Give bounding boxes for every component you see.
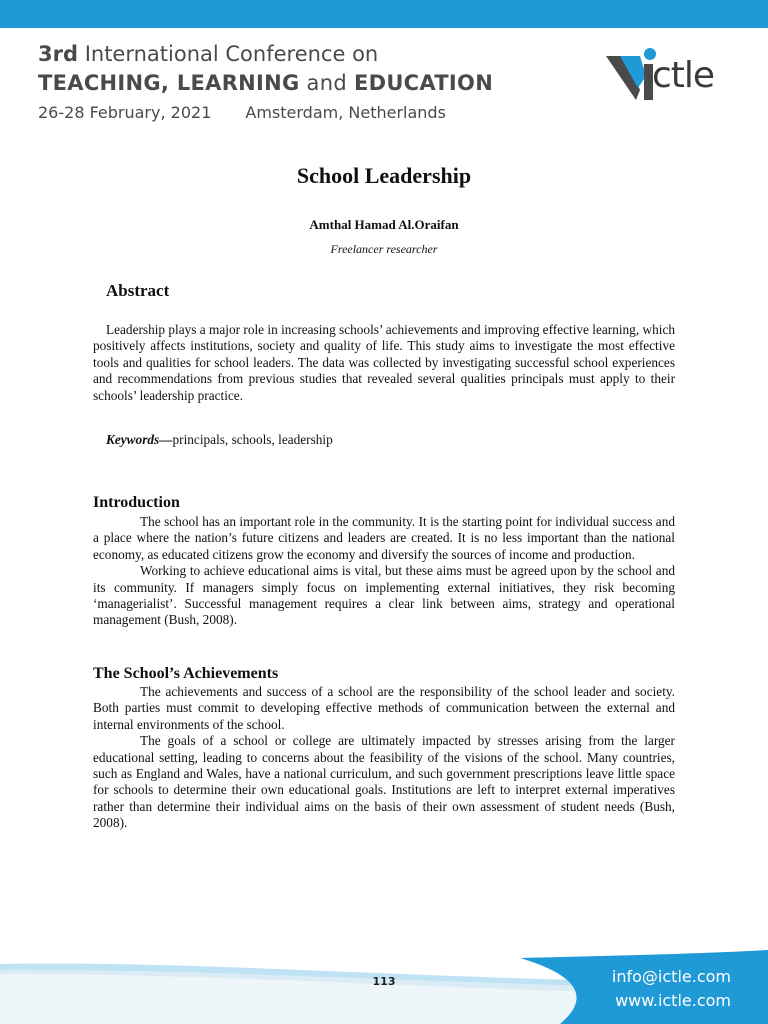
abstract-heading: Abstract xyxy=(106,281,170,300)
abstract-body: Leadership plays a major role in increasing schools’ achievements and improving effective learning, which positively affects institutions, society and quality of life. This study aims to investigate the most effective tools and qualities for school leaders. The data was collected by investigating successful school experiences and recommendations from previous studies that revealed several qualities principals must apply to their schools’ leadership practice. xyxy=(93,322,675,403)
footer-website: www.ictle.com xyxy=(615,991,731,1010)
introduction-heading: Introduction xyxy=(93,494,180,511)
author-name: Amthal Hamad Al.Oraifan xyxy=(309,217,459,232)
conference-name: 3rd International Conference on xyxy=(38,42,379,66)
keywords-line xyxy=(106,432,333,448)
conference-topic: TEACHING, LEARNING and EDUCATION xyxy=(38,71,494,95)
author-affiliation: Freelancer researcher xyxy=(330,242,438,256)
conference-location: Amsterdam, Netherlands xyxy=(245,103,446,122)
achievements-paragraph-2: The goals of a school or college are ultimately impacted by stresses arising from the larger educational setting, leading to concerns about the feasibility of the visions of the school. Many countries, such as England and Wales, have a national curriculum, and such government prescriptions leave little space for schools to determine their own educational goals. Institutions are left to interpret external imperatives rather than determine their individual aims on the basis of their own assessment of student needs (Bush, 2008). xyxy=(93,733,675,831)
intro-paragraph-1: The school has an important role in the community. It is the starting point for individual success and a place where the nation’s future citizens and leaders are created. It is no less important than the national economy, as educated citizens grow the economy and diversify the sources of income and production. xyxy=(93,514,675,562)
intro-paragraph-2: Working to achieve educational aims is vital, but these aims must be agreed upon by the school and its community. If managers simply focus on implementing external initiatives, they risk becoming ‘managerialist’. Successful management requires a clear link between aims, strategy and operational management (Bush, 2008). xyxy=(93,563,675,628)
conference-header xyxy=(38,40,493,126)
achievements-heading: The School’s Achievements xyxy=(93,665,279,682)
conference-dates: 26-28 February, 2021 xyxy=(38,103,212,122)
footer-email: info@ictle.com xyxy=(611,967,731,986)
logo-wordmark: ctle xyxy=(652,55,715,96)
keywords-list: principals, schools, leadership xyxy=(172,432,333,447)
keywords-label: Keywords— xyxy=(106,432,173,447)
achievements-body xyxy=(93,684,675,832)
achievements-paragraph-1: The achievements and success of a school are the responsibility of the school leader and society. Both parties must commit to developing effective methods of communication between the external and internal environments of the school. xyxy=(93,684,675,732)
footer-contact xyxy=(612,965,731,1013)
top-banner-bar xyxy=(0,0,768,28)
conference-date-location xyxy=(38,100,493,126)
paper-title: School Leadership xyxy=(296,163,472,188)
page-number: 113 xyxy=(372,975,396,988)
introduction-body xyxy=(93,514,675,629)
